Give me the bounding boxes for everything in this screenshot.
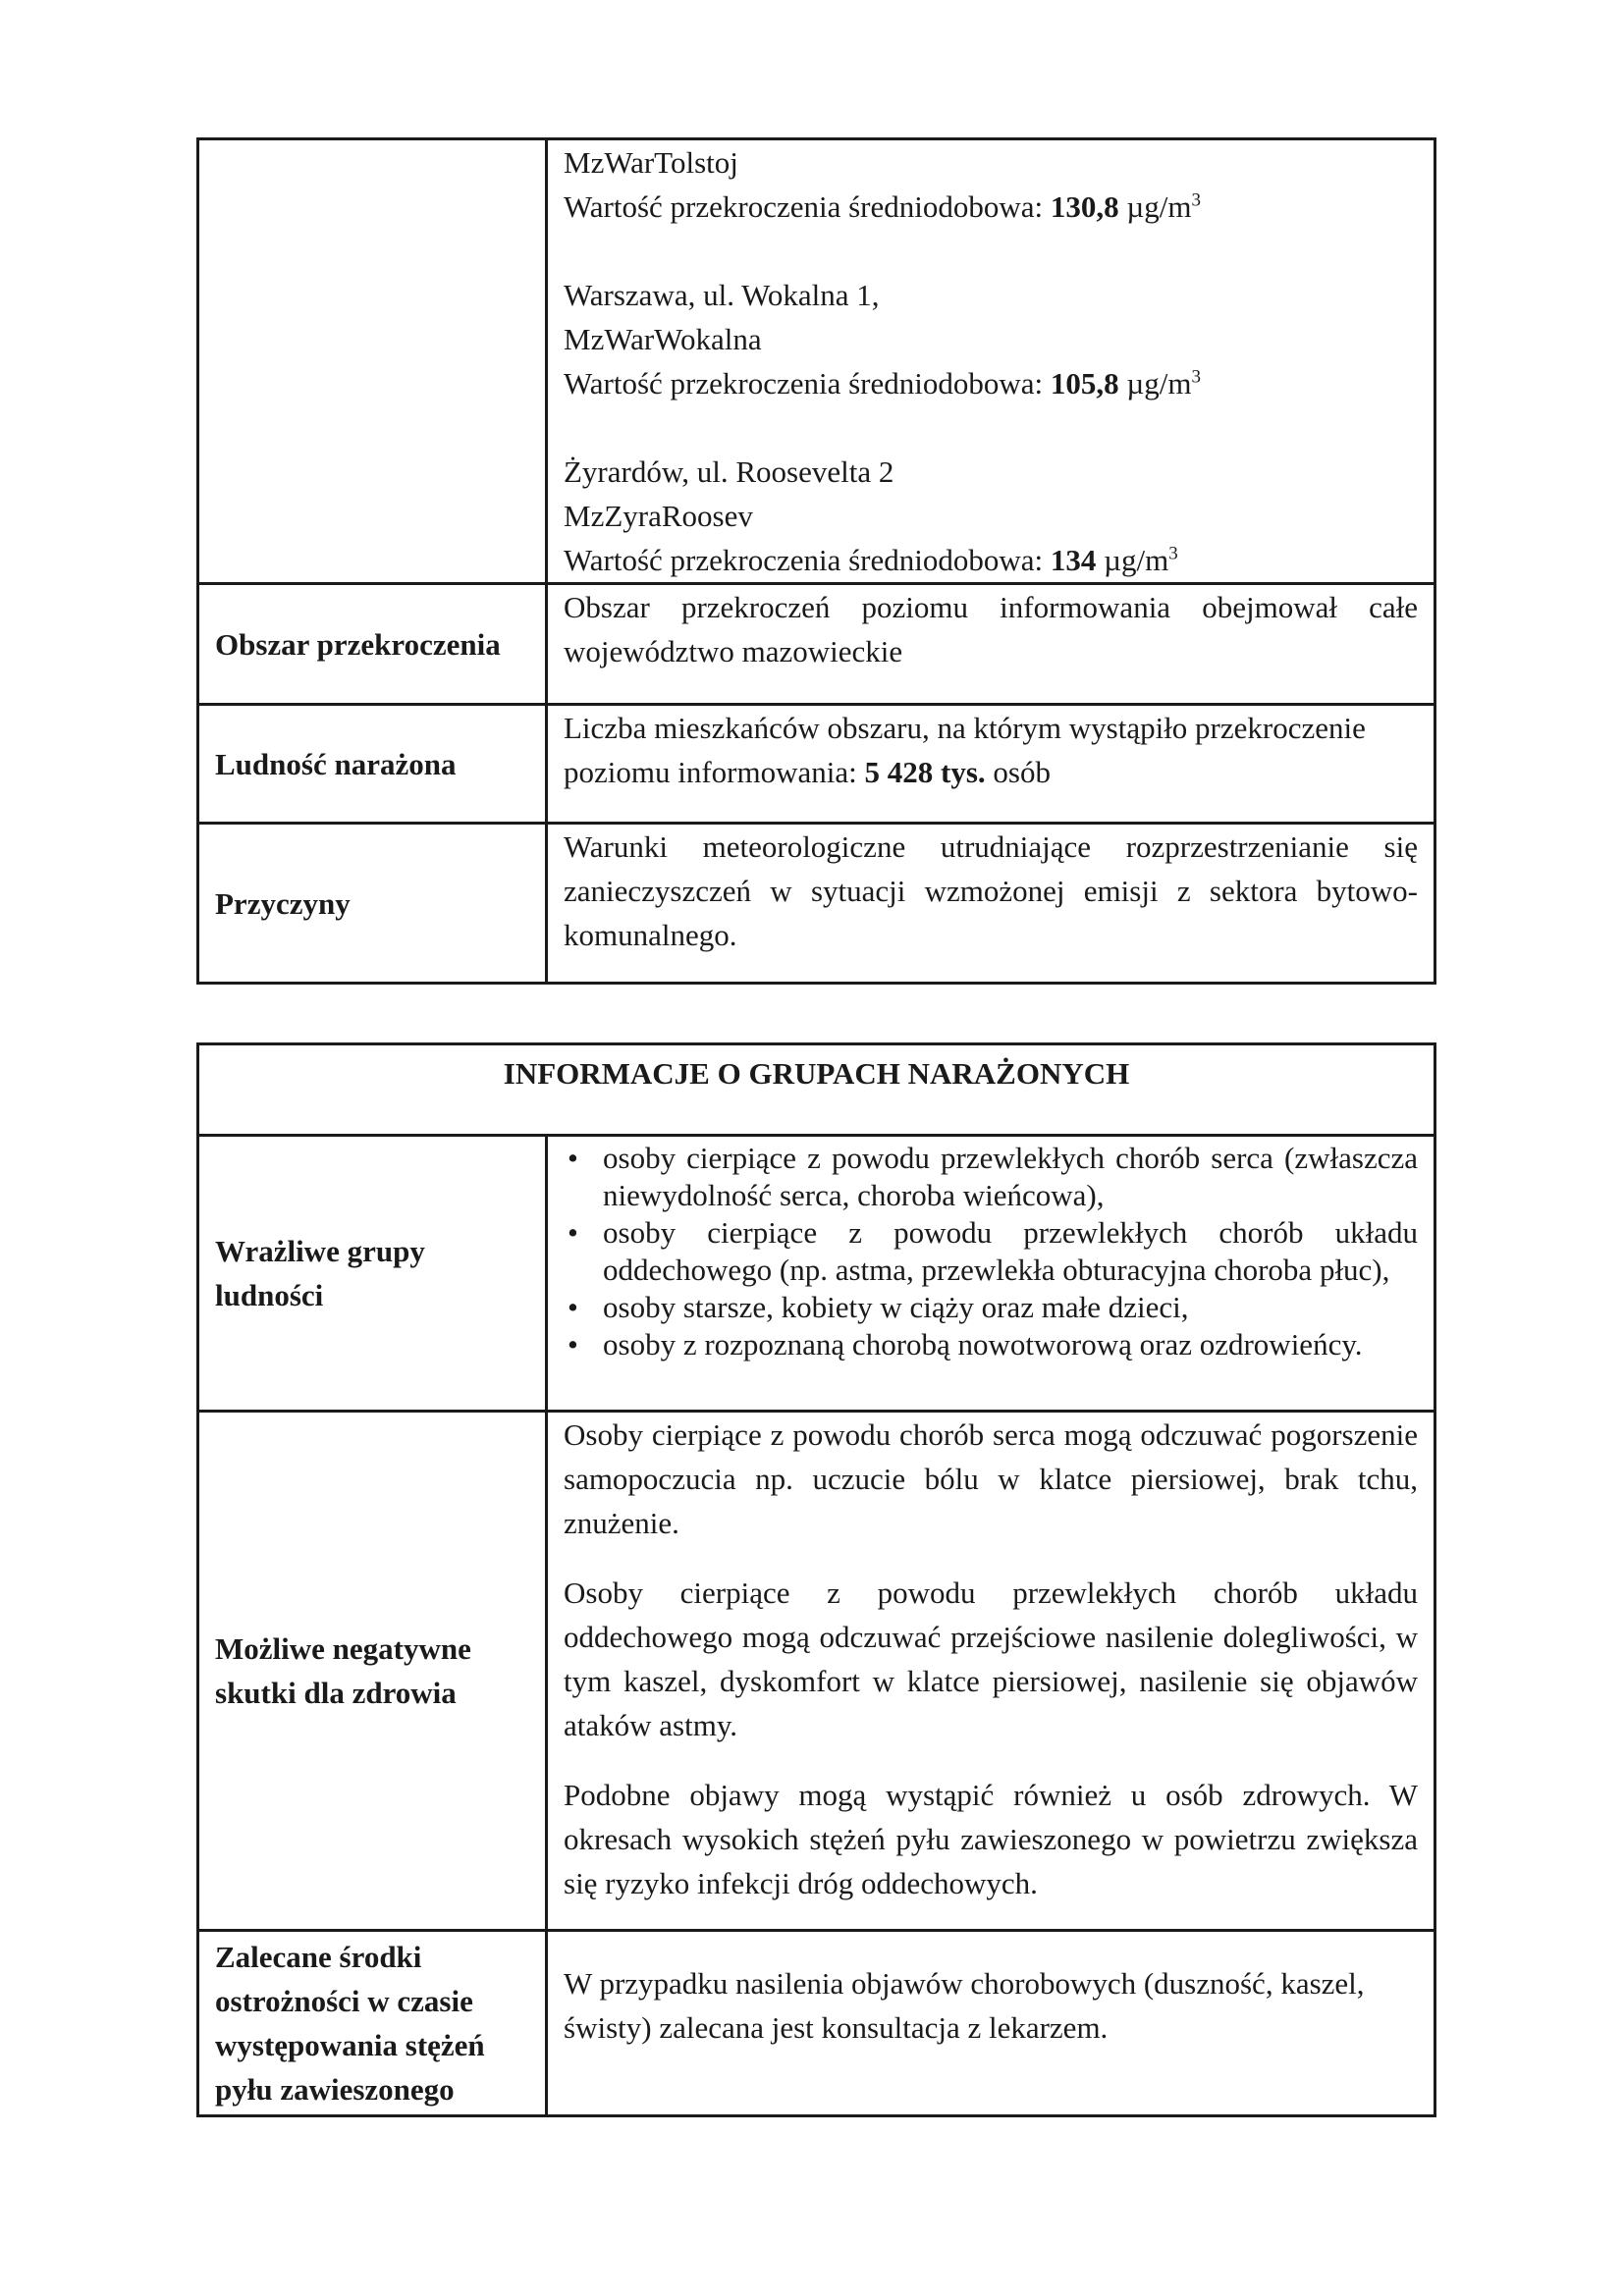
precautions-label: Zalecane środki ostrożności w czasie występowania stężeń pyłu zawieszonego <box>198 1931 547 2116</box>
section-header: INFORMACJE O GRUPACH NARAŻONYCH <box>198 1044 1435 1136</box>
vulnerable-list <box>564 1140 1418 1363</box>
area-label: Obszar przekroczenia <box>198 584 547 705</box>
stations-cell <box>547 139 1435 584</box>
station-value: 130,8 <box>1050 189 1119 224</box>
station-line: MzWarWokalna <box>564 322 762 356</box>
exposed-groups-table <box>196 1042 1436 2117</box>
list-item: • osoby starsze, kobiety w ciąży oraz małe dzieci, <box>603 1289 1418 1326</box>
station-measure: Wartość przekroczenia średniodobowa: 134 $\mu g/m^3$ <box>564 543 1178 577</box>
exceedance-table <box>196 137 1436 985</box>
list-item: • osoby z rozpoznaną chorobą nowotworową oraz ozdrowieńcy. <box>603 1326 1418 1363</box>
vulnerable-label: Wrażliwe grupy ludności <box>198 1136 547 1412</box>
station-value: 105,8 <box>1050 366 1119 400</box>
effects-row <box>198 1412 1435 1931</box>
stations-row <box>198 139 1435 584</box>
station-line: MzZyraRoosev <box>564 499 753 533</box>
station-block <box>564 140 1418 229</box>
population-value: 5 428 tys. <box>864 755 986 789</box>
vulnerable-row <box>198 1136 1435 1412</box>
stations-label-cell <box>198 139 547 584</box>
area-text: Obszar przekroczeń poziomu informowania obejmował całe województwo mazowieckie <box>547 584 1435 705</box>
population-text: Liczba mieszkańców obszaru, na którym wystąpiło przekroczenie poziomu informowania: 5 428 tys. osób <box>547 705 1435 824</box>
effects-paragraph: Podobne objawy mogą wystąpić również u osób zdrowych. W okresach wysokich stężeń pyłu zawieszonego w powietrzu zwiększa się ryzyko infekcji dróg oddechowych. <box>564 1778 1418 1900</box>
precautions-row <box>198 1931 1435 2116</box>
station-value: 134 <box>1050 543 1097 577</box>
effects-cell <box>547 1412 1435 1931</box>
station-line: Żyrardów, ul. Roosevelta 2 <box>564 454 894 489</box>
station-line: MzWarTolstoj <box>564 145 738 180</box>
causes-row <box>198 824 1435 984</box>
station-measure: Wartość przekroczenia średniodobowa: 130,8 $\mu g/m^3$ <box>564 189 1201 224</box>
population-row <box>198 705 1435 824</box>
population-label: Ludność narażona <box>198 705 547 824</box>
list-item: • osoby cierpiące z powodu przewlekłych chorób układu oddechowego (np. astma, przewlekła obturacyjna choroba płuc), <box>603 1214 1418 1289</box>
area-row <box>198 584 1435 705</box>
station-line: Warszawa, ul. Wokalna 1, <box>564 278 880 312</box>
list-item: • osoby cierpiące z powodu przewlekłych chorób serca (zwłaszcza niewydolność serca, choroba wieńcowa), <box>603 1140 1418 1214</box>
precautions-text: W przypadku nasilenia objawów chorobowych (duszność, kaszel, świsty) zalecana jest konsultacja z lekarzem. <box>547 1931 1435 2116</box>
effects-paragraph: Osoby cierpiące z powodu przewlekłych chorób układu oddechowego mogą odczuwać przejściowe nasilenie dolegliwości, w tym kaszel, dyskomfort w klatce piersiowej, nasilenie się objawów ataków astmy. <box>564 1575 1418 1742</box>
causes-label: Przyczyny <box>198 824 547 984</box>
station-block <box>564 450 1418 582</box>
effects-paragraph: Osoby cierpiące z powodu chorób serca mogą odczuwać pogorszenie samopoczucia np. uczucie bólu w klatce piersiowej, brak tchu, znużenie. <box>564 1417 1418 1540</box>
station-measure: Wartość przekroczenia średniodobowa: 105,8 $\mu g/m^3$ <box>564 366 1201 400</box>
vulnerable-cell <box>547 1136 1435 1412</box>
effects-label: Możliwe negatywne skutki dla zdrowia <box>198 1412 547 1931</box>
station-block <box>564 273 1418 405</box>
causes-text: Warunki meteorologiczne utrudniające rozprzestrzenianie się zanieczyszczeń w sytuacji wzmożonej emisji z sektora bytowo-komunalnego. <box>547 824 1435 984</box>
header-row <box>198 1044 1435 1136</box>
